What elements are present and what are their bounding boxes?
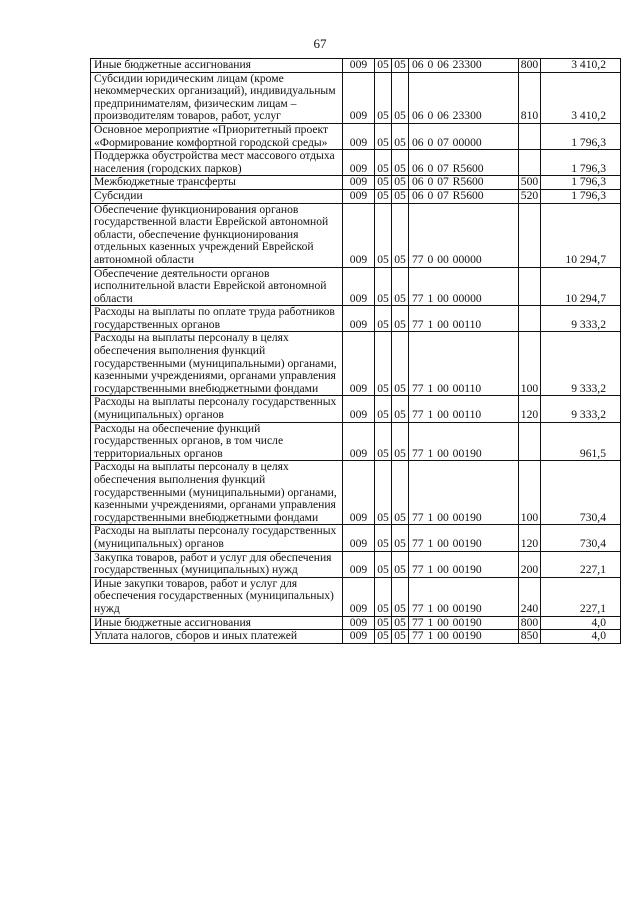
cell-name: Обеспечение деятельности органов исполнительной власти Еврейской автономной области bbox=[91, 267, 343, 306]
cell-target-code: 06 0 06 23300 bbox=[409, 59, 519, 73]
cell-subsection-code: 05 bbox=[392, 123, 409, 149]
cell-ministry-code: 009 bbox=[343, 203, 375, 267]
table-row bbox=[91, 577, 621, 616]
cell-subsection-code: 05 bbox=[392, 176, 409, 190]
cell-amount: 4,0 bbox=[541, 616, 621, 630]
cell-expense-type-code bbox=[519, 123, 541, 149]
cell-name: Поддержка обустройства мест массового отдыха населения (городских парков) bbox=[91, 150, 343, 176]
cell-amount: 10 294,7 bbox=[541, 267, 621, 306]
cell-target-code: 77 0 00 00000 bbox=[409, 203, 519, 267]
cell-section-code: 05 bbox=[375, 267, 392, 306]
cell-section-code: 05 bbox=[375, 203, 392, 267]
cell-name: Уплата налогов, сборов и иных платежей bbox=[91, 630, 343, 644]
cell-name: Расходы на выплаты персоналу в целях обеспечения выполнения функций государственными (муниципальными) органами, казенными учреждениями, органами управления государственными внебюджетными фондами bbox=[91, 332, 343, 396]
cell-name: Иные закупки товаров, работ и услуг для обеспечения государственных (муниципальных) нужд bbox=[91, 577, 343, 616]
cell-target-code: 77 1 00 00190 bbox=[409, 422, 519, 461]
cell-amount: 961,5 bbox=[541, 422, 621, 461]
table-row bbox=[91, 123, 621, 149]
table-row bbox=[91, 59, 621, 73]
cell-name: Расходы на выплаты персоналу государственных (муниципальных) органов bbox=[91, 396, 343, 422]
cell-amount: 730,4 bbox=[541, 525, 621, 551]
cell-ministry-code: 009 bbox=[343, 267, 375, 306]
cell-amount: 227,1 bbox=[541, 577, 621, 616]
budget-table bbox=[90, 58, 621, 644]
table-row bbox=[91, 72, 621, 123]
cell-subsection-code: 05 bbox=[392, 203, 409, 267]
cell-ministry-code: 009 bbox=[343, 123, 375, 149]
cell-expense-type-code bbox=[519, 306, 541, 332]
cell-ministry-code: 009 bbox=[343, 150, 375, 176]
cell-expense-type-code: 100 bbox=[519, 332, 541, 396]
table-row bbox=[91, 396, 621, 422]
cell-subsection-code: 05 bbox=[392, 461, 409, 525]
cell-expense-type-code bbox=[519, 422, 541, 461]
cell-expense-type-code bbox=[519, 150, 541, 176]
cell-expense-type-code: 810 bbox=[519, 72, 541, 123]
cell-amount: 1 796,3 bbox=[541, 123, 621, 149]
table-row bbox=[91, 630, 621, 644]
cell-expense-type-code: 520 bbox=[519, 189, 541, 203]
cell-section-code: 05 bbox=[375, 306, 392, 332]
cell-amount: 730,4 bbox=[541, 461, 621, 525]
cell-name: Расходы на выплаты по оплате труда работников государственных органов bbox=[91, 306, 343, 332]
table-row bbox=[91, 189, 621, 203]
cell-amount: 3 410,2 bbox=[541, 72, 621, 123]
cell-subsection-code: 05 bbox=[392, 150, 409, 176]
cell-expense-type-code: 200 bbox=[519, 551, 541, 577]
cell-amount: 4,0 bbox=[541, 630, 621, 644]
cell-ministry-code: 009 bbox=[343, 422, 375, 461]
cell-subsection-code: 05 bbox=[392, 72, 409, 123]
cell-ministry-code: 009 bbox=[343, 176, 375, 190]
cell-section-code: 05 bbox=[375, 150, 392, 176]
cell-expense-type-code: 240 bbox=[519, 577, 541, 616]
cell-ministry-code: 009 bbox=[343, 551, 375, 577]
cell-section-code: 05 bbox=[375, 123, 392, 149]
cell-ministry-code: 009 bbox=[343, 630, 375, 644]
table-row bbox=[91, 616, 621, 630]
cell-name: Субсидии bbox=[91, 189, 343, 203]
cell-target-code: 77 1 00 00190 bbox=[409, 616, 519, 630]
cell-amount: 1 796,3 bbox=[541, 176, 621, 190]
table-row bbox=[91, 306, 621, 332]
cell-subsection-code: 05 bbox=[392, 306, 409, 332]
cell-ministry-code: 009 bbox=[343, 396, 375, 422]
cell-ministry-code: 009 bbox=[343, 306, 375, 332]
cell-amount: 9 333,2 bbox=[541, 332, 621, 396]
cell-expense-type-code: 120 bbox=[519, 396, 541, 422]
cell-ministry-code: 009 bbox=[343, 525, 375, 551]
cell-subsection-code: 05 bbox=[392, 525, 409, 551]
cell-name: Иные бюджетные ассигнования bbox=[91, 59, 343, 73]
cell-target-code: 77 1 00 00110 bbox=[409, 332, 519, 396]
cell-name: Расходы на обеспечение функций государственных органов, в том числе территориальных органов bbox=[91, 422, 343, 461]
cell-expense-type-code: 850 bbox=[519, 630, 541, 644]
cell-ministry-code: 009 bbox=[343, 72, 375, 123]
budget-table-body bbox=[91, 59, 621, 644]
table-row bbox=[91, 332, 621, 396]
cell-subsection-code: 05 bbox=[392, 577, 409, 616]
cell-name: Основное мероприятие «Приоритетный проект «Формирование комфортной городской среды» bbox=[91, 123, 343, 149]
table-row bbox=[91, 525, 621, 551]
cell-amount: 227,1 bbox=[541, 551, 621, 577]
cell-section-code: 05 bbox=[375, 189, 392, 203]
cell-subsection-code: 05 bbox=[392, 630, 409, 644]
cell-target-code: 06 0 07 00000 bbox=[409, 123, 519, 149]
table-row bbox=[91, 203, 621, 267]
cell-subsection-code: 05 bbox=[392, 422, 409, 461]
cell-amount: 9 333,2 bbox=[541, 306, 621, 332]
cell-target-code: 77 1 00 00000 bbox=[409, 267, 519, 306]
cell-target-code: 06 0 07 R5600 bbox=[409, 189, 519, 203]
cell-expense-type-code: 800 bbox=[519, 59, 541, 73]
table-row bbox=[91, 461, 621, 525]
cell-expense-type-code: 100 bbox=[519, 461, 541, 525]
cell-target-code: 77 1 00 00190 bbox=[409, 525, 519, 551]
cell-section-code: 05 bbox=[375, 577, 392, 616]
cell-subsection-code: 05 bbox=[392, 332, 409, 396]
cell-expense-type-code bbox=[519, 203, 541, 267]
cell-subsection-code: 05 bbox=[392, 189, 409, 203]
cell-section-code: 05 bbox=[375, 176, 392, 190]
cell-name: Расходы на выплаты персоналу государственных (муниципальных) органов bbox=[91, 525, 343, 551]
cell-ministry-code: 009 bbox=[343, 577, 375, 616]
cell-expense-type-code bbox=[519, 267, 541, 306]
table-row bbox=[91, 176, 621, 190]
table-row bbox=[91, 267, 621, 306]
cell-section-code: 05 bbox=[375, 525, 392, 551]
cell-subsection-code: 05 bbox=[392, 396, 409, 422]
cell-section-code: 05 bbox=[375, 396, 392, 422]
cell-name: Субсидии юридическим лицам (кроме некоммерческих организаций), индивидуальным предпринимателям, физическим лицам – производителям товаров, работ, услуг bbox=[91, 72, 343, 123]
cell-section-code: 05 bbox=[375, 59, 392, 73]
cell-name: Межбюджетные трансферты bbox=[91, 176, 343, 190]
cell-section-code: 05 bbox=[375, 551, 392, 577]
cell-expense-type-code: 800 bbox=[519, 616, 541, 630]
cell-amount: 10 294,7 bbox=[541, 203, 621, 267]
cell-target-code: 77 1 00 00190 bbox=[409, 551, 519, 577]
cell-ministry-code: 009 bbox=[343, 461, 375, 525]
cell-ministry-code: 009 bbox=[343, 189, 375, 203]
cell-name: Расходы на выплаты персоналу в целях обеспечения выполнения функций государственными (муниципальными) органами, казенными учреждениями, органами управления государственными внебюджетными фондами bbox=[91, 461, 343, 525]
page-number: 67 bbox=[313, 36, 327, 51]
table-row bbox=[91, 551, 621, 577]
cell-section-code: 05 bbox=[375, 72, 392, 123]
table-row bbox=[91, 422, 621, 461]
cell-name: Обеспечение функционирования органов государственной власти Еврейской автономной области, обеспечение функционирования отдельных казенных учреждений Еврейской автономной области bbox=[91, 203, 343, 267]
cell-subsection-code: 05 bbox=[392, 267, 409, 306]
cell-subsection-code: 05 bbox=[392, 59, 409, 73]
cell-section-code: 05 bbox=[375, 630, 392, 644]
cell-target-code: 77 1 00 00110 bbox=[409, 396, 519, 422]
cell-target-code: 06 0 07 R5600 bbox=[409, 176, 519, 190]
cell-section-code: 05 bbox=[375, 616, 392, 630]
cell-section-code: 05 bbox=[375, 461, 392, 525]
cell-expense-type-code: 500 bbox=[519, 176, 541, 190]
cell-target-code: 77 1 00 00190 bbox=[409, 461, 519, 525]
cell-target-code: 06 0 07 R5600 bbox=[409, 150, 519, 176]
cell-target-code: 06 0 06 23300 bbox=[409, 72, 519, 123]
cell-ministry-code: 009 bbox=[343, 616, 375, 630]
cell-subsection-code: 05 bbox=[392, 551, 409, 577]
cell-name: Закупка товаров, работ и услуг для обеспечения государственных (муниципальных) нужд bbox=[91, 551, 343, 577]
cell-amount: 1 796,3 bbox=[541, 189, 621, 203]
cell-subsection-code: 05 bbox=[392, 616, 409, 630]
cell-section-code: 05 bbox=[375, 422, 392, 461]
cell-ministry-code: 009 bbox=[343, 59, 375, 73]
cell-target-code: 77 1 00 00190 bbox=[409, 577, 519, 616]
cell-expense-type-code: 120 bbox=[519, 525, 541, 551]
cell-amount: 1 796,3 bbox=[541, 150, 621, 176]
cell-ministry-code: 009 bbox=[343, 332, 375, 396]
cell-target-code: 77 1 00 00110 bbox=[409, 306, 519, 332]
cell-amount: 9 333,2 bbox=[541, 396, 621, 422]
cell-amount: 3 410,2 bbox=[541, 59, 621, 73]
cell-name: Иные бюджетные ассигнования bbox=[91, 616, 343, 630]
table-row bbox=[91, 150, 621, 176]
cell-section-code: 05 bbox=[375, 332, 392, 396]
cell-target-code: 77 1 00 00190 bbox=[409, 630, 519, 644]
